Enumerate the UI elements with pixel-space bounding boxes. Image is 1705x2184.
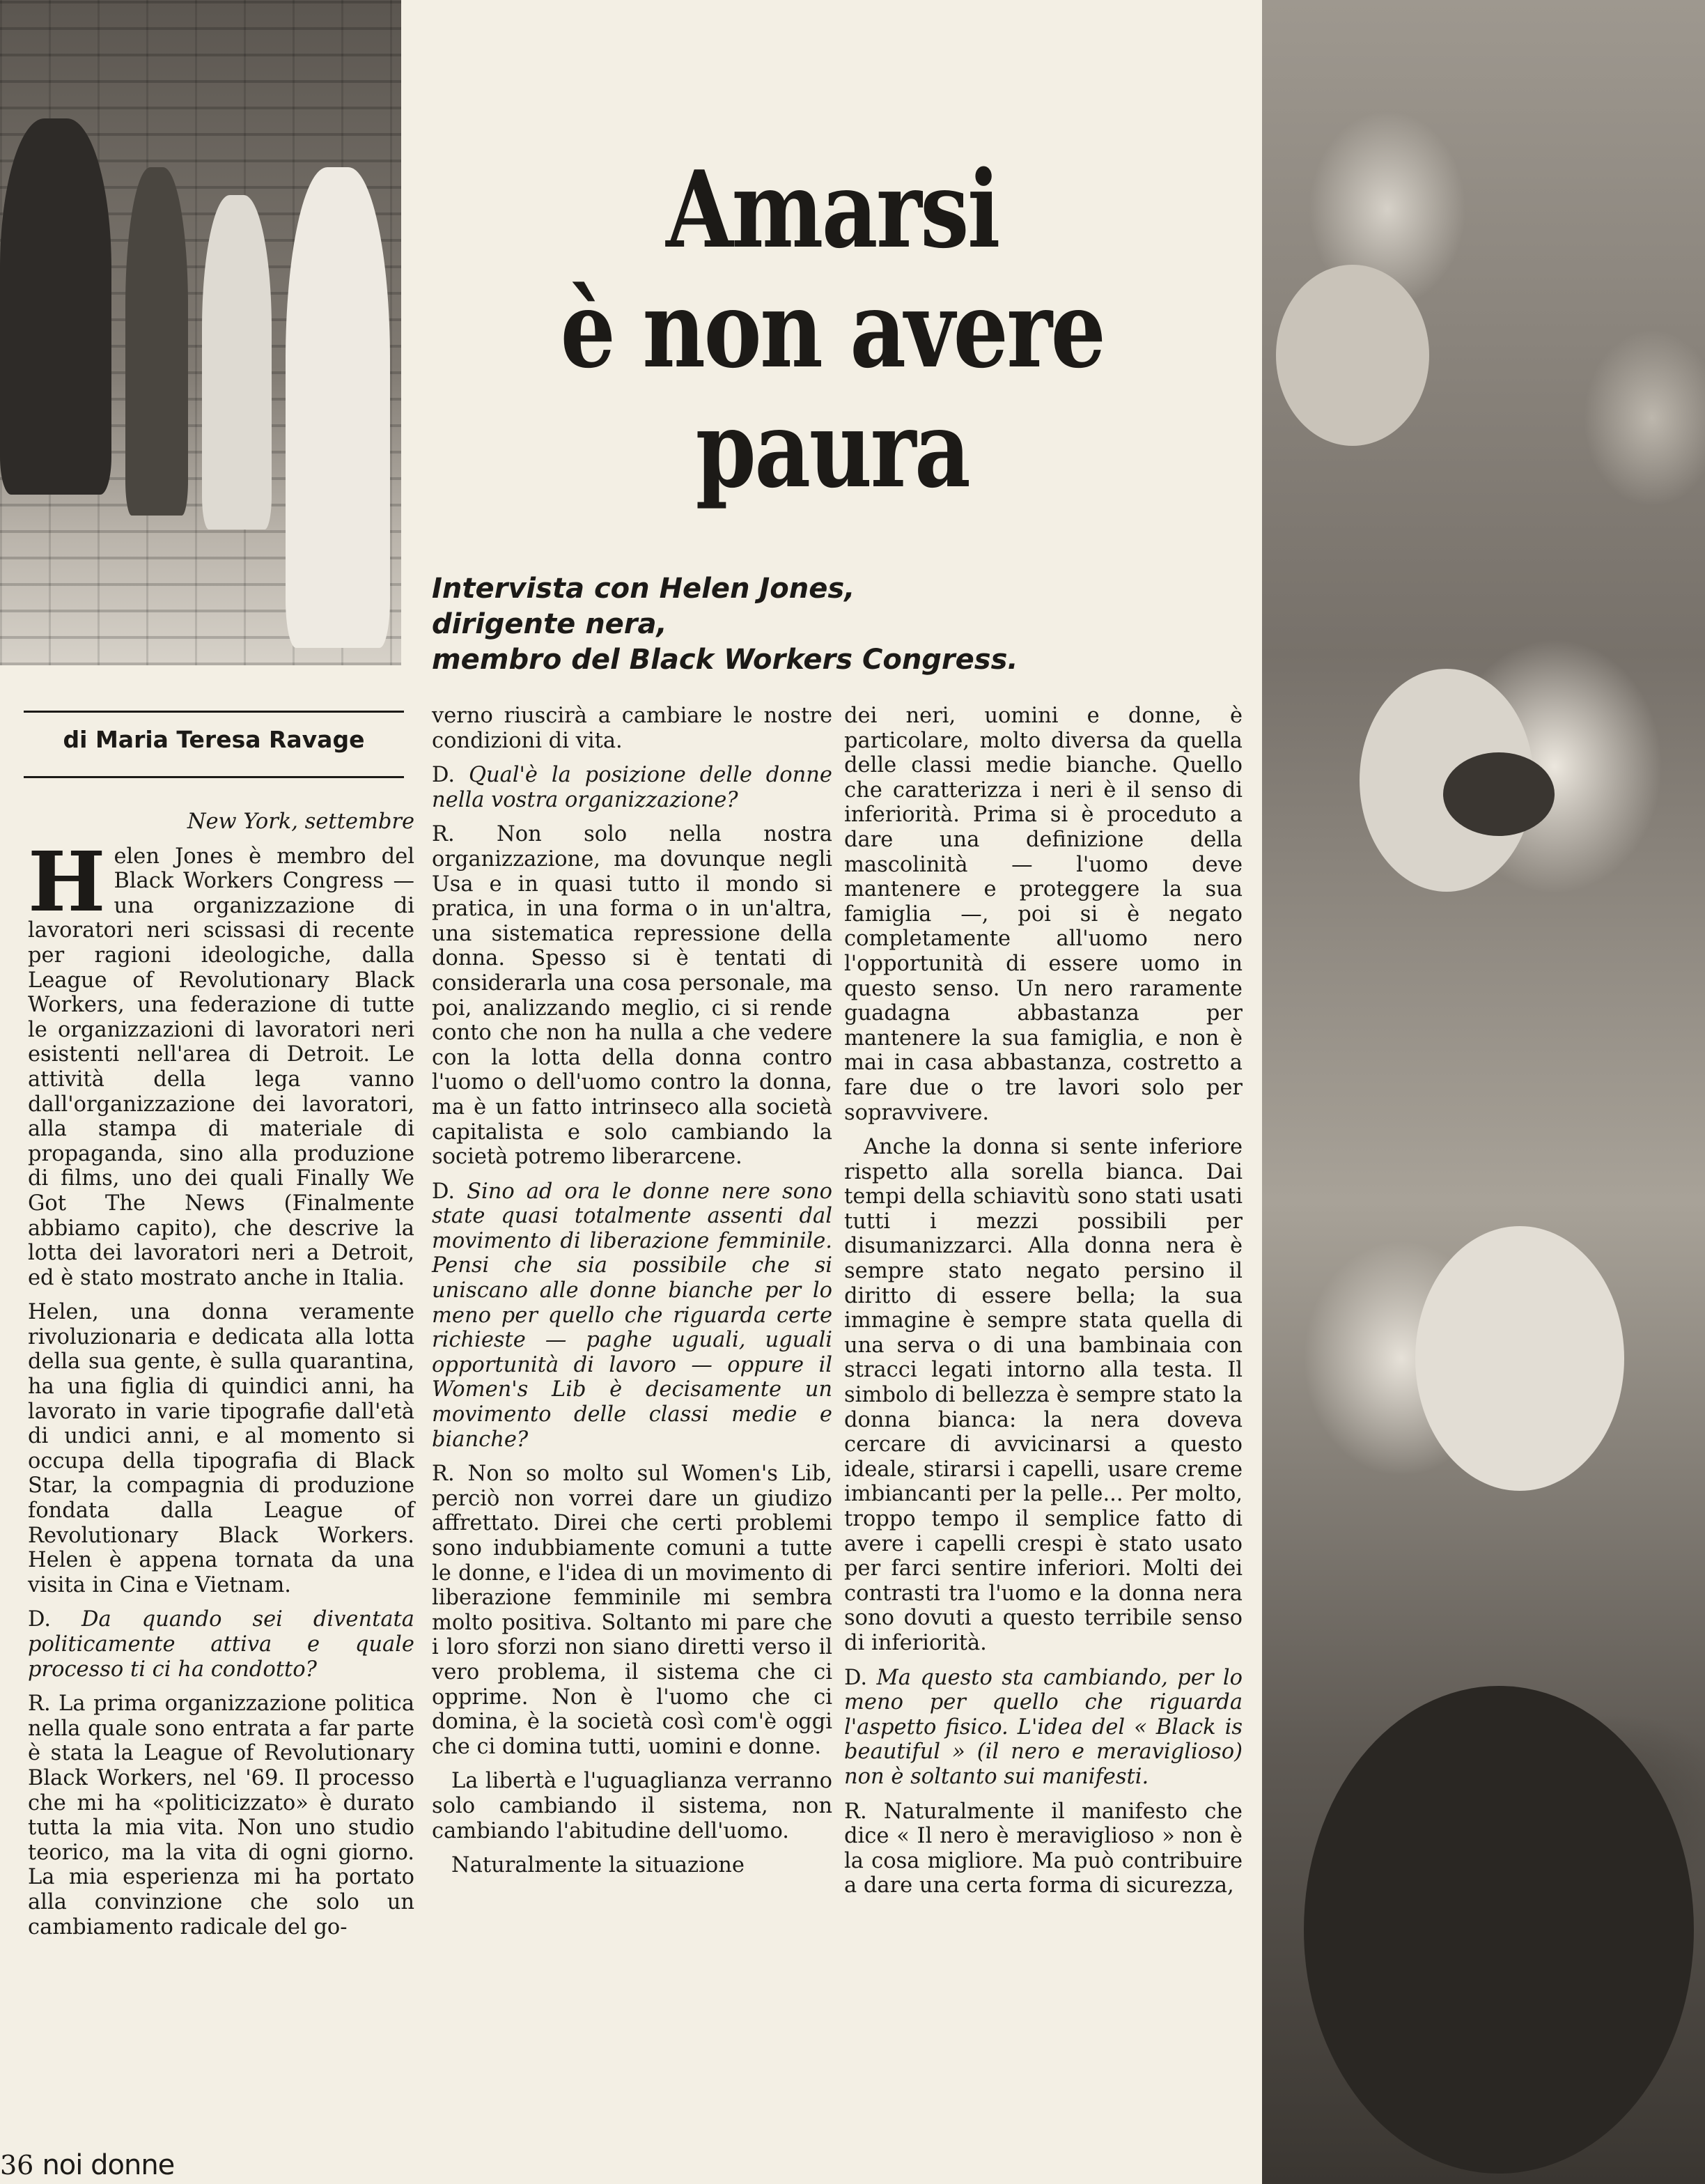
answer: R. Non so molto sul Women's Lib, perciò non vorrei dare un giudizo affrettato. Direi che certi problemi sono indubbiamente comuni a tutte le donne, e l'idea di un movimento di liberazione femminile mi sembra molto positiva. Soltanto mi pare che i loro sforzi non siano diretti verso il vero problema, il sistema che ci opprime. Non è l'uomo che ci domina, è la società così com'è oggi che ci domina tutti, uomini e donne.	[432, 1462, 832, 1759]
intro-text: elen Jones è membro del Black Workers Congress — una organizzazione di lavoratori neri scissasi di recente per ragioni ideologiche, dalla League of Revolutionary Black Workers, una federazione di tutte le organizzazioni di lavoratori neri esistenti nell'area di Detroit. Le attività della lega vanno dall'organizzazione dei lavoratori, alla stampa di materiale di propaganda, sino alla produzione di films, uno dei quali Finally We Got The News (Finalmente abbiamo capito), che descrive la lotta dei lavoratori neri a Detroit, ed è stato mostrato anche in Italia.	[28, 844, 414, 1290]
byline: di Maria Teresa Ravage	[63, 726, 365, 753]
byline-rule	[24, 711, 404, 713]
intro-paragraph	[28, 832, 414, 1291]
answer: R. Naturalmente il manifesto che dice « Il nero è meraviglioso » non è la cosa migliore. Ma può contribuire a dare una certa forma di sicurezza,	[844, 1799, 1243, 1898]
photo-face	[1276, 265, 1429, 446]
question-text: Qual'è la posizione delle donne nella vostra organizzazione?	[432, 763, 832, 812]
answer: R. Non solo nella nostra organizzazione, ma dovunque negli Usa e in quasi tutto il mondo si pratica, in una forma o in un'altra, una sistematica repressione della donna. Spesso si è tentati di considerarla una cosa personale, ma poi, analizzando meglio, ci si rende conto che non ha nulla a che vedere con la lotta della donna contro l'uomo o dell'uomo contro la donna, ma è un fatto intrinseco alla società capitalista e solo cambiando la società potremo liberarcene.	[432, 822, 832, 1170]
text-column-1	[28, 810, 414, 1949]
subtitle-line: dirigente nera,	[432, 608, 667, 640]
photo-figure-woman	[125, 167, 188, 516]
headline-line: paura	[695, 387, 970, 511]
dateline: New York, settembre	[187, 810, 414, 834]
photo-figure-woman	[202, 195, 272, 529]
headline-line: è non avere	[560, 267, 1105, 392]
body-paragraph: Anche la donna si sente inferiore rispetto alla sorella bianca. Dai tempi della schiavitù sono stati usati tutti i mezzi possibili per disumanizzarci. Alla donna nera è sempre stato negato persino il diritto di essere bella; la sua immagine è sempre stata quella di una serva o di una bambinaia con stracci legati intorno alla testa. Il simbolo di bellezza è sempre stato la donna bianca: la nera doveva cercare di avvicinarsi a questo ideale, stirarsi i capelli, usare creme imbiancanti per la pelle... Per molto, troppo tempo il semplice fatto di avere i capelli crespi è stato usato per farci sentire inferiori. Molti dei contrasti tra l'uomo e la donna nera sono dovuti a questo terribile senso di inferiorità.	[844, 1135, 1243, 1655]
question-prefix: D.	[844, 1665, 868, 1690]
question-prefix: D.	[432, 1179, 456, 1204]
photo-face	[1415, 1226, 1624, 1491]
question	[432, 763, 832, 812]
answer: Naturalmente la situazione	[451, 1853, 745, 1878]
question-text: Ma questo sta cambiando, per lo meno per quello che riguarda l'aspetto fisico. L'idea del « Black is beautiful » (il nero e meraviglioso) non è soltanto sui manifesti.	[844, 1665, 1243, 1789]
page-footer	[0, 2149, 174, 2181]
subtitle-line: Intervista con Helen Jones,	[432, 573, 855, 605]
page-number: 36	[0, 2150, 34, 2181]
body-paragraph: Helen, una donna veramente rivoluzionaria e dedicata alla lotta della sua gente, è sulla quarantina, ha una figlia di quindici anni, ha lavorato in varie tipografie dall'età di undici anni, e al momento si occupa della tipografia di Black Star, la compagnia di produzione fondata dalla League of Revolutionary Black Workers. Helen è appena tornata da una visita in Cina e Vietnam.	[28, 1300, 414, 1597]
question-text: Da quando sei diventata politicamente attiva e quale processo ti ci ha condotto?	[28, 1607, 414, 1682]
photo-figure-man	[286, 167, 390, 648]
body-paragraph: verno riuscirà a cambiare le nostre condizioni di vita.	[432, 704, 832, 753]
photo-hair	[1443, 752, 1555, 836]
headline-line: Amarsi	[666, 147, 999, 272]
question	[844, 1666, 1243, 1790]
question-prefix: D.	[28, 1607, 52, 1632]
question-text: Sino ad ora le donne nere sono state quasi totalmente assenti dal movimento di liberazione femminile. Pensi che sia possibile che si uniscano alle donne bianche per lo meno per quello che riguarda certe richieste — paghe uguali, uguali opportunità di lavoro — oppure il Women's Lib è decisamente un movimento delle classi medie e bianche?	[432, 1179, 832, 1452]
byline-rule	[24, 776, 404, 778]
drop-cap: H	[28, 832, 106, 930]
answer: R. La prima organizzazione politica nella quale sono entrata a far parte è stata la League of Revolutionary Black Workers, nel '69. Il processo che mi ha «politicizzato» è durato tutta la mia vita. Non uno studio teorico, ma la vita di ogni giorno. La mia esperienza mi ha portato alla convinzione che solo un cambiamento radicale del go-	[28, 1691, 414, 1939]
photo-dark-coat	[1304, 1686, 1694, 2174]
body-paragraph: dei neri, uomini e donne, è particolare, molto diversa da quella delle classi medie bianche. Quello che caratterizza i neri è il senso di inferiorità. Prima si è proceduto a dare una definizione della mascolinità — l'uomo deve mantenere e proteggere la sua famiglia —, poi si è negato completamente all'uomo nero l'opportunità di essere uomo in questo senso. Un nero raramente guadagna abbastanza per mantenere la sua famiglia, e non è mai in casa abbastanza, costretto a fare due o tre lavori solo per sopravvivere.	[844, 704, 1243, 1125]
answer: La libertà e l'uguaglianza verranno solo cambiando il sistema, non cambiando l'abitudine dell'uomo.	[432, 1769, 832, 1843]
question	[432, 1179, 832, 1453]
text-column-2	[432, 704, 832, 1888]
photo-figure-soldier	[0, 118, 111, 495]
question	[28, 1607, 414, 1682]
photo-street-scene	[0, 0, 401, 665]
article-subtitle	[432, 571, 1254, 678]
subtitle-line: membro del Black Workers Congress.	[432, 644, 1018, 676]
magazine-name: noi donne	[42, 2149, 175, 2181]
photo-crowd	[1262, 0, 1705, 2184]
article-headline	[504, 147, 1161, 511]
text-column-3	[844, 704, 1243, 1908]
question-prefix: D.	[432, 763, 456, 788]
